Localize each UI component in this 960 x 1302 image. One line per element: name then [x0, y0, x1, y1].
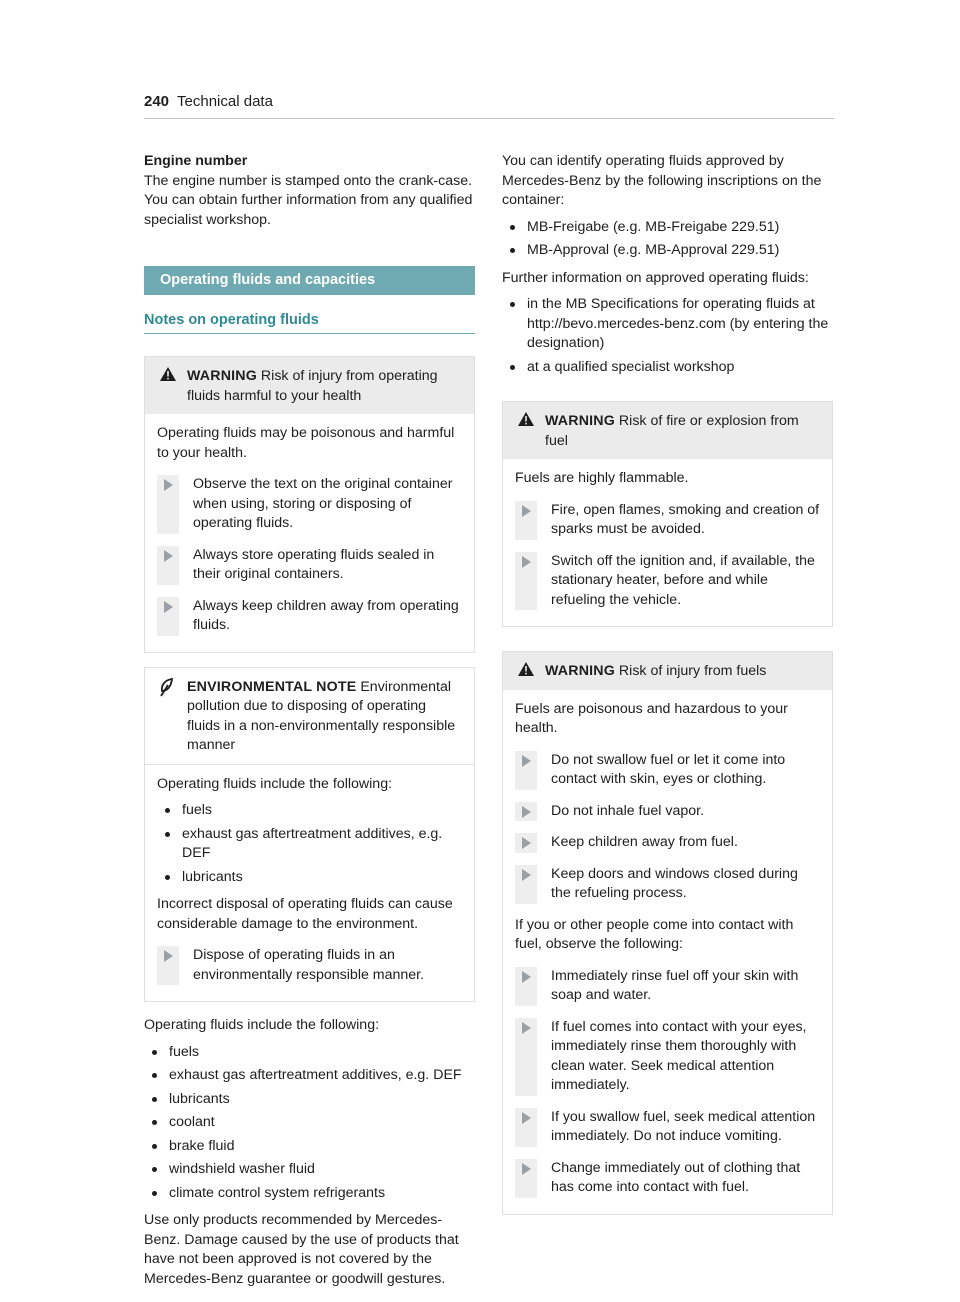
env-fluid-list	[157, 801, 462, 887]
list-item: exhaust gas aftertreatment additives, e.g. DEF	[144, 1066, 475, 1086]
step-arrow-icon	[522, 505, 531, 517]
warning-triangle-icon	[517, 661, 535, 684]
list-item: at a qualified specialist workshop	[502, 358, 833, 378]
identify-list	[502, 218, 833, 261]
warning-triangle-icon	[159, 366, 177, 389]
environmental-note-header	[145, 668, 474, 765]
instruction-step: Fire, open flames, smoking and creation of sparks must be avoided.	[515, 501, 820, 540]
step-arrow-icon	[522, 556, 531, 568]
instruction-step: Immediately rinse fuel off your skin with soap and water.	[515, 967, 820, 1006]
warning-fire-box	[502, 401, 833, 627]
warning-intro: Operating fluids may be poisonous and harmful to your health.	[157, 425, 455, 461]
warning-fuels-header	[503, 652, 832, 690]
page-section-title: Technical data	[177, 93, 273, 110]
section-title: Operating fluids and capacities	[144, 266, 475, 295]
environmental-note-label: ENVIRONMENTAL NOTE	[187, 678, 357, 695]
instruction-step: Switch off the ignition and, if available, the stationary heater, before and while refueling the vehicle.	[515, 552, 820, 611]
identify-text: You can identify operating fluids approved by Mercedes-Benz by the following inscriptions on the container:	[502, 153, 822, 208]
instruction-step: Observe the text on the original container when using, storing or disposing of operating fluids.	[157, 475, 462, 534]
instruction-step: Keep children away from fuel.	[515, 833, 820, 853]
engine-number-text: The engine number is stamped onto the crank-case. You can obtain further information from any qualified specialist workshop.	[144, 172, 473, 228]
instruction-step: If you swallow fuel, seek medical attention immediately. Do not induce vomiting.	[515, 1108, 820, 1147]
environmental-note-body	[145, 765, 474, 1002]
warning-title: Risk of injury from fuels	[618, 663, 767, 679]
warning-title: Risk of injury from operating fluids harmful to your health	[187, 368, 438, 404]
warning-title: Risk of fire or explosion from fuel	[545, 413, 799, 449]
list-item: brake fluid	[144, 1137, 475, 1157]
warning-fuels-box	[502, 651, 833, 1215]
instruction-step: Do not inhale fuel vapor.	[515, 802, 820, 822]
further-info-list	[502, 295, 833, 377]
instruction-step: Change immediately out of clothing that has come into contact with fuel.	[515, 1159, 820, 1198]
env-text: Incorrect disposal of operating fluids can cause considerable damage to the environment.	[157, 896, 453, 932]
step-arrow-icon	[522, 1022, 531, 1034]
instruction-step: Always store operating fluids sealed in their original containers.	[157, 546, 462, 585]
step-arrow-icon	[522, 1163, 531, 1175]
fluids-list-intro: Operating fluids include the following:	[144, 1017, 380, 1033]
step-arrow-icon	[522, 1112, 531, 1124]
instruction-step: If fuel comes into contact with your eyes, immediately rinse them thoroughly with clean water. Seek medical attention immediately.	[515, 1018, 820, 1096]
list-item: fuels	[144, 1043, 475, 1063]
page-number: 240	[144, 93, 170, 110]
step-arrow-icon	[522, 971, 531, 983]
list-item: exhaust gas aftertreatment additives, e.g. DEF	[157, 825, 462, 864]
list-item: climate control system refrigerants	[144, 1184, 475, 1204]
instruction-step: Dispose of operating fluids in an environmentally responsible manner.	[157, 946, 462, 985]
warning-fire-header	[503, 402, 832, 459]
recommend-text: Use only products recommended by Mercedes-Benz. Damage caused by the use of products that have not been approved is not covered by the Mercedes-Benz guarantee or goodwill gestures.	[144, 1212, 459, 1287]
warning-health-body	[145, 414, 474, 652]
warning-health-box	[144, 356, 475, 653]
step-arrow-icon	[522, 755, 531, 767]
warning-triangle-icon	[517, 411, 535, 434]
list-item: in the MB Specifications for operating fluids at http://bevo.mercedes-benz.com (by entering the designation)	[502, 295, 833, 354]
warning-label: WARNING	[545, 663, 615, 679]
warning-health-header	[145, 357, 474, 414]
warning-fuels-body	[503, 690, 832, 1214]
step-arrow-icon	[522, 869, 531, 881]
list-item: lubricants	[157, 868, 462, 888]
further-info-text: Further information on approved operating fluids:	[502, 269, 809, 286]
step-arrow-icon	[164, 601, 173, 613]
list-item: MB-Approval (e.g. MB-Approval 229.51)	[502, 241, 833, 261]
warning-label: WARNING	[187, 368, 257, 384]
list-item: fuels	[157, 801, 462, 821]
page-header	[144, 92, 834, 119]
warning-intro: Fuels are highly flammable.	[515, 470, 689, 486]
step-arrow-icon	[164, 550, 173, 562]
step-arrow-icon	[164, 479, 173, 491]
list-item: lubricants	[144, 1090, 475, 1110]
env-intro: Operating fluids include the following:	[157, 775, 393, 792]
step-arrow-icon	[522, 837, 531, 849]
warning-label: WARNING	[545, 413, 615, 429]
left-column	[144, 152, 475, 1296]
list-item: windshield washer fluid	[144, 1160, 475, 1180]
fluids-list	[144, 1043, 475, 1204]
engine-number-heading: Engine number	[144, 153, 248, 169]
step-arrow-icon	[522, 806, 531, 818]
warning-fire-body	[503, 459, 832, 626]
list-item: MB-Freigabe (e.g. MB-Freigabe 229.51)	[502, 218, 833, 238]
environmental-note-title: Environmental pollution due to disposing of operating fluids in a non-environmentally responsible manner	[187, 678, 456, 753]
warning-intro: Fuels are poisonous and hazardous to your health.	[515, 700, 788, 736]
leaf-icon	[159, 677, 175, 704]
step-arrow-icon	[164, 950, 173, 962]
environmental-note-box	[144, 667, 475, 1003]
subsection-title: Notes on operating fluids	[144, 311, 475, 334]
contact-text: If you or other people come into contact with fuel, observe the following:	[515, 916, 794, 952]
right-column	[502, 152, 833, 1229]
instruction-step: Do not swallow fuel or let it come into contact with skin, eyes or clothing.	[515, 751, 820, 790]
instruction-step: Keep doors and windows closed during the refueling process.	[515, 865, 820, 904]
instruction-step: Always keep children away from operating fluids.	[157, 597, 462, 636]
list-item: coolant	[144, 1113, 475, 1133]
